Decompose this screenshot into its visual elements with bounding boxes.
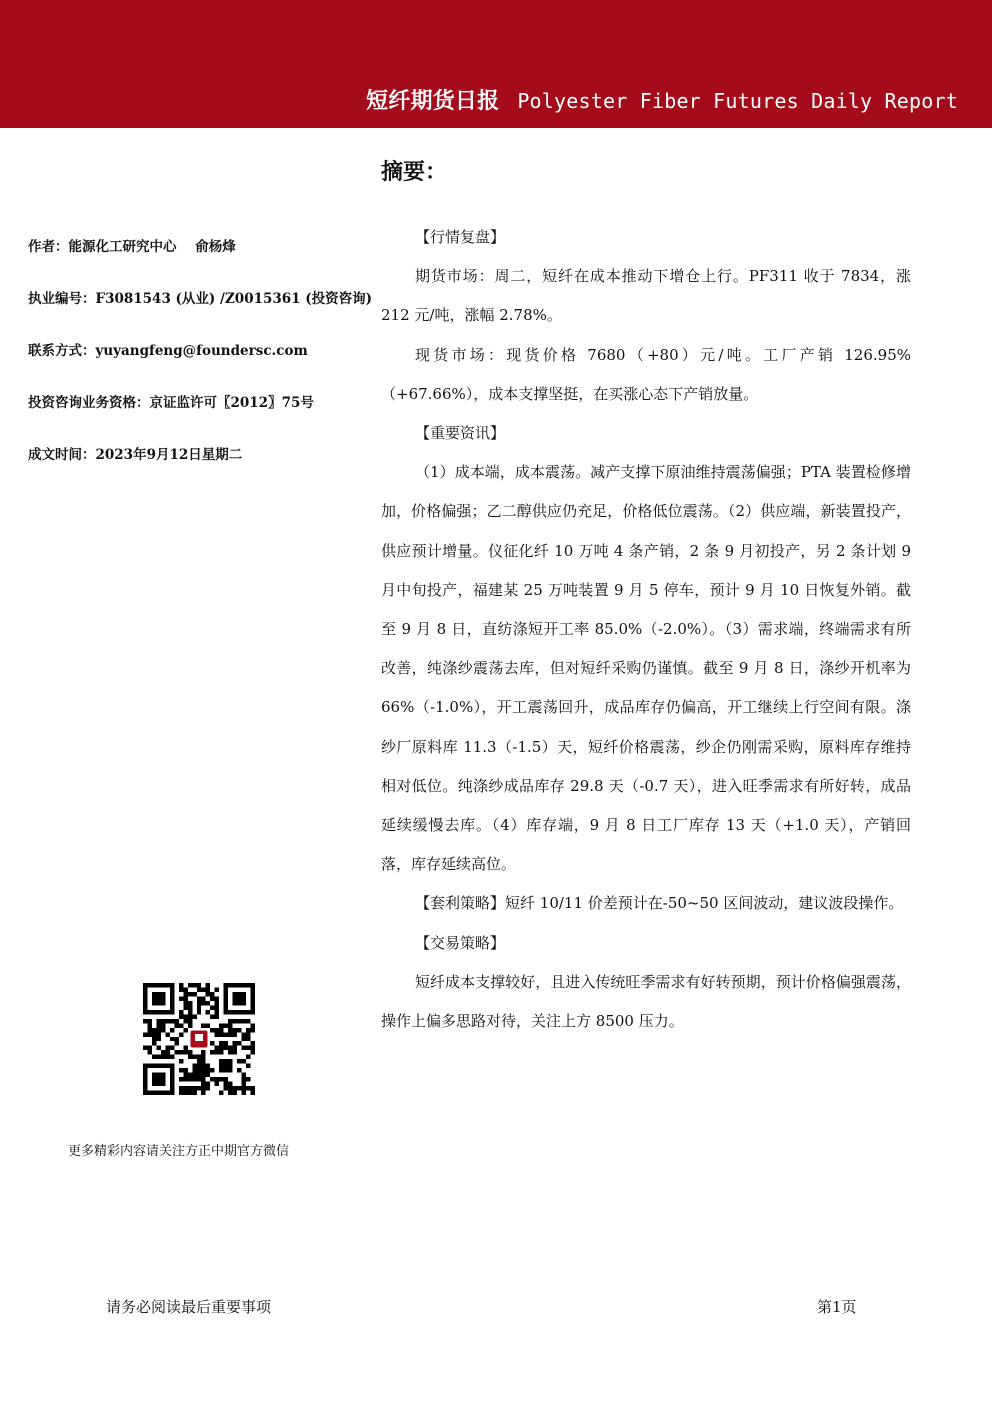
qr-module: [224, 1041, 228, 1045]
qr-module: [188, 1001, 192, 1005]
qr-module: [201, 1091, 205, 1095]
qr-module: [206, 1086, 210, 1090]
meta-label: 作者：: [28, 239, 69, 255]
qr-module: [170, 1019, 174, 1023]
qr-module: [192, 1077, 196, 1081]
qr-module: [246, 1086, 250, 1090]
qr-module: [228, 1032, 232, 1036]
qr-module: [246, 1028, 250, 1032]
header-banner: [0, 0, 992, 128]
news-paragraph: （1）成本端，成本震荡。减产支撑下原油维持震荡偏强；PTA 装置检修增加，价格偏强；乙二醇供应仍充足，价格低位震荡。（2）供应端，新装置投产，供应预计增量。仪征化纤 10 万吨 4 条产销，2 条 9 月初投产，另 2 条计划 9 月中旬投产，福建某 25 万吨装置 9 月 5 停车，预计 9 月 10 日恢复外销。截至 9 月 8 日，直纺涤短开工率 85.0%（-2.0%）。（3）需求端，终端需求有所改善，纯涤纱震荡去库，但对短纤采购仍谨慎。截至 9 月 8 日，涤纱开机率为 66%（-1.0%），开工震荡回升，成品库存仍偏高，开工继续上行空间有限。涤纱厂原料库 11.3（-1.5）天，短纤价格震荡，纱企仍刚需采购，原料库存维持相对低位。纯涤纱成品库存 29.8 天（-0.7 天），进入旺季需求有所好转，成品延续缓慢去库。（4）库存端，9 月 8 日工厂库存 13 天（+1.0 天），产销回落，库存延续高位。: [381, 463, 911, 874]
qr-module: [183, 1005, 187, 1009]
qr-module: [188, 1077, 192, 1081]
qr-module: [210, 1041, 214, 1045]
qr-module: [183, 1001, 187, 1005]
qr-module: [197, 1059, 201, 1063]
qr-module: [179, 1086, 183, 1090]
qr-caption: 更多精彩内容请关注方正中期官方微信: [68, 1144, 290, 1159]
qr-module: [246, 1037, 250, 1041]
qr-code-icon: [143, 983, 255, 1095]
qr-module: [147, 1046, 151, 1050]
qr-module: [242, 1032, 246, 1036]
qr-module: [215, 996, 219, 1000]
qr-module: [183, 987, 187, 991]
qr-module: [197, 1005, 201, 1009]
qr-module: [210, 1077, 214, 1081]
qr-module: [201, 1064, 205, 1068]
meta-value: 京证监许可〖2012〗75号: [149, 395, 314, 411]
qr-module: [206, 983, 210, 987]
qr-module: [201, 1086, 205, 1090]
qr-module: [165, 1050, 169, 1054]
qr-module: [233, 1041, 237, 1045]
meta-label: 联系方式：: [28, 343, 96, 359]
qr-module: [183, 992, 187, 996]
qr-module: [228, 1019, 232, 1023]
qr-module: [233, 1046, 237, 1050]
qr-module: [174, 1023, 178, 1027]
qr-module: [179, 1032, 183, 1036]
qr-module: [246, 1032, 250, 1036]
qr-module: [183, 1073, 187, 1077]
qr-module: [206, 1082, 210, 1086]
page-number: 第1页: [817, 1298, 857, 1316]
qr-module: [179, 1068, 183, 1072]
qr-module: [161, 1028, 165, 1032]
qr-module: [192, 1086, 196, 1090]
qr-module: [251, 1086, 255, 1090]
qr-module: [188, 983, 192, 987]
qr-module: [197, 1068, 201, 1072]
qr-module: [183, 1046, 187, 1050]
qr-module: [174, 1050, 178, 1054]
qr-module: [161, 1050, 165, 1054]
qr-module: [206, 1068, 210, 1072]
qr-module: [179, 1077, 183, 1081]
qr-module: [201, 1050, 205, 1054]
qr-module: [156, 1028, 160, 1032]
qr-module: [192, 1073, 196, 1077]
qr-module: [179, 1010, 183, 1014]
qr-module: [165, 1032, 169, 1036]
qr-module: [197, 1001, 201, 1005]
qr-module: [224, 1086, 228, 1090]
qr-module: [179, 983, 183, 987]
spot-market-paragraph: 现货市场：现货价格 7680（+80）元/吨。工厂产销 126.95%（+67.66%），成本支撑坚挺，在买涨心态下产销放量。: [381, 345, 911, 403]
qr-module: [215, 1082, 219, 1086]
qr-module: [215, 1005, 219, 1009]
qr-module: [192, 1091, 196, 1095]
qr-module: [251, 1023, 255, 1027]
qr-module: [152, 1055, 156, 1059]
qr-module: [174, 1041, 178, 1045]
qr-module: [242, 1059, 246, 1063]
qr-module: [246, 1019, 250, 1023]
qr-module: [210, 1050, 214, 1054]
qr-module: [161, 1055, 165, 1059]
report-title-en: Polyester Fiber Futures Daily Report: [517, 89, 958, 113]
qr-module: [188, 1010, 192, 1014]
qr-module: [201, 1055, 205, 1059]
qr-module: [224, 1046, 228, 1050]
qr-module: [224, 1082, 228, 1086]
qr-module: [170, 1028, 174, 1032]
qr-module: [143, 1032, 147, 1036]
qr-module: [215, 1014, 219, 1018]
qr-module: [201, 1023, 205, 1027]
qr-module: [233, 1050, 237, 1054]
qr-module: [246, 1064, 250, 1068]
qr-module: [210, 1028, 214, 1032]
trading-paragraph: 短纤成本支撑较好，且进入传统旺季需求有好转预期，预计价格偏强震荡，操作上偏多思路对待，关注上方 8500 压力。: [381, 972, 911, 1031]
qr-module: [156, 1032, 160, 1036]
qr-module: [206, 987, 210, 991]
qr-module: [237, 1028, 241, 1032]
qr-module: [183, 1050, 187, 1054]
qr-module: [219, 1028, 223, 1032]
qr-module: [228, 1086, 232, 1090]
qr-module: [242, 1082, 246, 1086]
qr-module: [156, 1037, 160, 1041]
qr-module: [201, 1082, 205, 1086]
qr-module: [210, 1014, 214, 1018]
qr-module: [215, 987, 219, 991]
qr-module: [246, 1077, 250, 1081]
qr-module: [201, 1073, 205, 1077]
qr-module: [215, 1046, 219, 1050]
qr-module: [192, 1068, 196, 1072]
qr-module: [156, 1023, 160, 1027]
qr-module: [183, 1077, 187, 1081]
qr-module: [201, 987, 205, 991]
qr-module: [251, 1091, 255, 1095]
qr-module: [251, 1028, 255, 1032]
qr-module: [233, 1032, 237, 1036]
qr-module: [215, 1032, 219, 1036]
arbitrage-paragraph: [381, 884, 911, 923]
qr-module: [206, 992, 210, 996]
qr-module: [246, 1046, 250, 1050]
qr-module: [210, 996, 214, 1000]
qr-module: [219, 1046, 223, 1050]
meta-value: 2023年9月12日星期二: [95, 447, 243, 463]
qr-module: [143, 1019, 147, 1023]
qr-module: [147, 1032, 151, 1036]
qr-module: [224, 1023, 228, 1027]
meta-label: 执业编号：: [28, 291, 96, 307]
qr-module: [228, 1046, 232, 1050]
qr-module: [188, 1023, 192, 1027]
qr-module: [179, 1059, 183, 1063]
meta-author: [28, 235, 368, 287]
qr-module: [242, 1019, 246, 1023]
qr-module: [224, 1032, 228, 1036]
qr-module: [156, 1046, 160, 1050]
qr-module: [188, 1005, 192, 1009]
qr-module: [197, 1010, 201, 1014]
qr-module: [215, 1028, 219, 1032]
qr-module: [192, 992, 196, 996]
futures-market-paragraph: 期货市场：周二，短纤在成本推动下增仓上行。PF311 收于 7834，涨 212 元/吨，涨幅 2.78%。: [381, 267, 911, 325]
qr-module: [201, 1001, 205, 1005]
qr-module: [242, 1077, 246, 1081]
qr-module: [215, 1010, 219, 1014]
qr-module: [179, 1050, 183, 1054]
qr-module: [179, 1023, 183, 1027]
qr-module: [210, 992, 214, 996]
qr-module: [242, 1086, 246, 1090]
qr-module: [147, 1050, 151, 1054]
qr-module: [201, 1068, 205, 1072]
qr-module: [192, 1055, 196, 1059]
qr-module: [219, 1041, 223, 1045]
qr-module: [251, 1041, 255, 1045]
qr-module: [233, 1028, 237, 1032]
qr-module: [228, 1028, 232, 1032]
qr-module: [237, 1059, 241, 1063]
qr-module: [152, 1037, 156, 1041]
qr-module: [210, 1068, 214, 1072]
section-heading-arbitrage: 【套利策略】: [415, 894, 506, 913]
meta-license: [28, 287, 373, 339]
section-heading-market-review: 【行情复盘】: [415, 228, 506, 246]
qr-module: [197, 996, 201, 1000]
qr-module: [197, 1055, 201, 1059]
qr-module: [201, 996, 205, 1000]
qr-module: [210, 1005, 214, 1009]
qr-module: [165, 1019, 169, 1023]
meta-contact: [28, 339, 368, 391]
qr-module: [156, 1055, 160, 1059]
qr-module: [156, 1019, 160, 1023]
meta-value: yuyangfeng@foundersc.com: [95, 343, 308, 359]
qr-module: [197, 1086, 201, 1090]
qr-module: [242, 1091, 246, 1095]
qr-module: [233, 1086, 237, 1090]
section-heading-news: 【重要资讯】: [415, 424, 506, 443]
qr-module: [152, 1041, 156, 1045]
qr-module: [219, 1050, 223, 1054]
qr-module: [206, 1001, 210, 1005]
qr-module: [170, 1046, 174, 1050]
qr-module: [242, 1046, 246, 1050]
qr-module: [197, 1064, 201, 1068]
meta-label: 成文时间：: [28, 447, 96, 463]
qr-module: [188, 1019, 192, 1023]
qr-module: [219, 1023, 223, 1027]
qr-module: [143, 1046, 147, 1050]
meta-date: [28, 443, 368, 495]
qr-module: [206, 1010, 210, 1014]
qr-module: [237, 1019, 241, 1023]
qr-module: [179, 987, 183, 991]
qr-module: [147, 1028, 151, 1032]
qr-module: [147, 1019, 151, 1023]
qr-module: [165, 1046, 169, 1050]
qr-module: [170, 1037, 174, 1041]
qr-module: [152, 1032, 156, 1036]
qr-module: [242, 1037, 246, 1041]
qr-module: [183, 1086, 187, 1090]
qr-module: [183, 1028, 187, 1032]
qr-module: [237, 1086, 241, 1090]
meta-value: 能源化工研究中心 俞杨烽: [68, 239, 236, 255]
qr-module: [188, 1091, 192, 1095]
report-title-cn: 短纤期货日报: [366, 89, 500, 114]
qr-module: [233, 1091, 237, 1095]
qr-module: [228, 1082, 232, 1086]
qr-module: [219, 1091, 223, 1095]
qr-module: [192, 1064, 196, 1068]
qr-module: [219, 1032, 223, 1036]
meta-label: 投资咨询业务资格：: [28, 395, 150, 411]
qr-module: [206, 1023, 210, 1027]
qr-module: [242, 1073, 246, 1077]
qr-module: [197, 987, 201, 991]
qr-module: [197, 1073, 201, 1077]
report-title: [366, 84, 958, 115]
qr-module: [201, 1059, 205, 1063]
qr-module: [215, 1077, 219, 1081]
footer-notice: 请务必阅读最后重要事项: [106, 1298, 272, 1316]
qr-module: [174, 1037, 178, 1041]
qr-module: [197, 1077, 201, 1081]
qr-module: [219, 1077, 223, 1081]
summary-heading: 摘要：: [381, 160, 448, 185]
qr-module: [179, 1091, 183, 1095]
qr-module: [228, 1023, 232, 1027]
qr-module: [188, 1073, 192, 1077]
qr-module: [174, 1019, 178, 1023]
qr-module: [233, 1019, 237, 1023]
qr-module: [251, 1046, 255, 1050]
qr-module: [206, 1064, 210, 1068]
qr-module: [152, 1028, 156, 1032]
qr-module: [246, 1055, 250, 1059]
qr-module: [188, 1014, 192, 1018]
qr-module: [197, 983, 201, 987]
qr-module: [188, 992, 192, 996]
meta-value: F3081543 (从业) /Z0015361 (投资咨询): [95, 291, 373, 307]
qr-module: [183, 1019, 187, 1023]
qr-module: [161, 1019, 165, 1023]
meta-qualification: [28, 391, 368, 443]
qr-module: [206, 1073, 210, 1077]
qr-module: [188, 1055, 192, 1059]
qr-module: [183, 1068, 187, 1072]
qr-module: [188, 1086, 192, 1090]
qr-module: [183, 1091, 187, 1095]
qr-module: [201, 1077, 205, 1081]
summary-content: [381, 218, 911, 1041]
qr-module: [192, 1014, 196, 1018]
qr-module: [237, 1041, 241, 1045]
qr-module: [228, 1050, 232, 1054]
qr-module: [251, 1050, 255, 1054]
arbitrage-body: 短纤 10/11 价差预计在-50~50 区间波动，建议波段操作。: [505, 894, 904, 913]
qr-module: [183, 1014, 187, 1018]
qr-module: [170, 1055, 174, 1059]
section-heading-trading: 【交易策略】: [415, 933, 506, 952]
qr-module: [179, 1014, 183, 1018]
qr-module: [161, 1023, 165, 1027]
qr-module: [224, 1077, 228, 1081]
qr-module: [147, 1023, 151, 1027]
qr-module: [215, 1001, 219, 1005]
qr-module: [237, 1068, 241, 1072]
author-info: [28, 235, 373, 495]
qr-module: [183, 996, 187, 1000]
qr-module: [215, 1050, 219, 1054]
qr-module: [179, 996, 183, 1000]
qr-module: [188, 1050, 192, 1054]
qr-module: [165, 1055, 169, 1059]
qr-module: [228, 1091, 232, 1095]
qr-module: [192, 983, 196, 987]
